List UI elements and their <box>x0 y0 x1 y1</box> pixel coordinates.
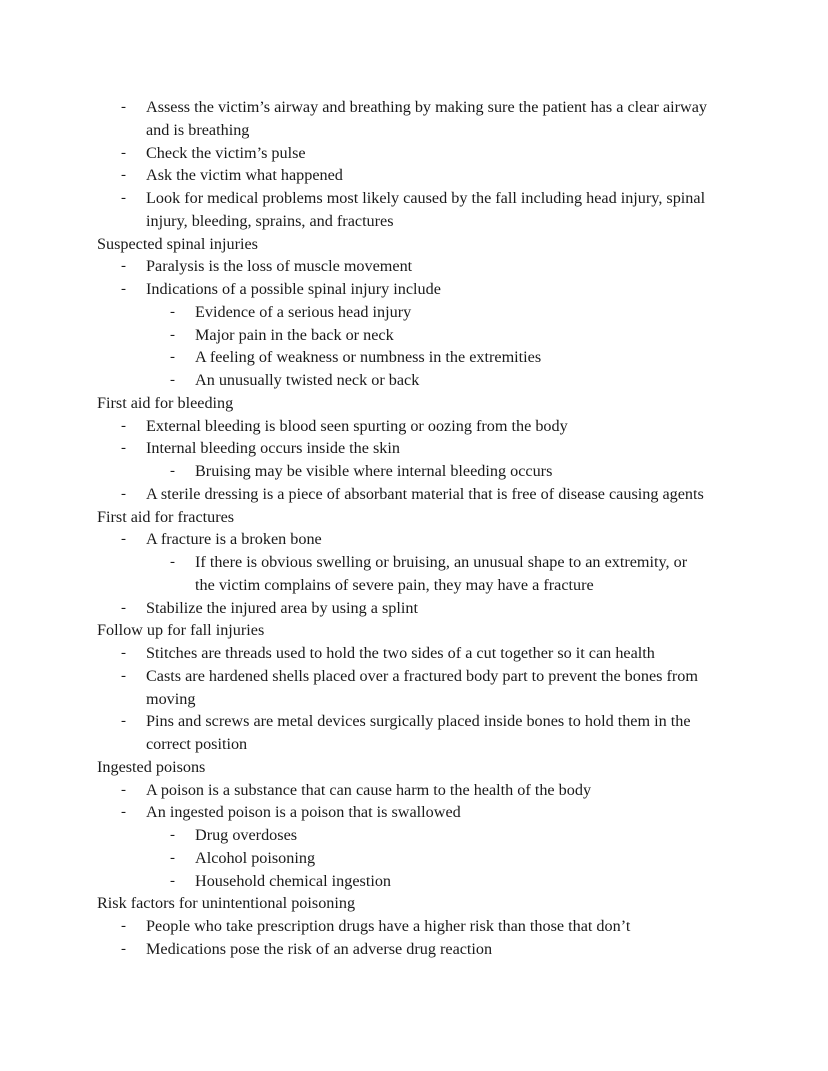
list-item-text: A poison is a substance that can cause harm to the health of the body <box>146 780 592 799</box>
list-item <box>0 597 828 620</box>
dash-bullet-icon: - <box>121 599 126 616</box>
section-heading: Ingested poisons <box>97 757 206 776</box>
list-item <box>0 324 828 347</box>
document-page <box>0 96 828 961</box>
dash-bullet-icon: - <box>121 940 126 957</box>
section-heading: First aid for bleeding <box>97 393 234 412</box>
list-item <box>0 915 828 938</box>
section <box>0 96 828 233</box>
list-item-text: Alcohol poisoning <box>195 848 316 867</box>
list-item-text: Major pain in the back or neck <box>195 325 394 344</box>
list-item-text: Bruising may be visible where internal bleeding occurs <box>195 462 553 480</box>
list-item-continuation <box>0 210 828 233</box>
list-item-text: A feeling of weakness or numbness in the extremities <box>195 348 542 367</box>
list-item <box>0 801 828 824</box>
list-item-text: Look for medical problems most likely caused by the fall including head injury, spinal <box>146 189 706 207</box>
list-item-continuation <box>0 688 828 711</box>
list-item-text: Check the victim’s pulse <box>146 143 306 162</box>
list-item <box>0 779 828 802</box>
list-item <box>0 415 828 438</box>
dash-bullet-icon: - <box>121 99 126 115</box>
list-item <box>0 938 828 961</box>
list-item <box>0 460 828 483</box>
list-item <box>0 142 828 165</box>
list-item <box>0 437 828 460</box>
list-item <box>0 870 828 893</box>
list-item-continuation <box>0 574 828 597</box>
dash-bullet-icon: - <box>121 258 126 275</box>
dash-bullet-icon: - <box>121 440 126 457</box>
list-item-text: Paralysis is the loss of muscle movement <box>146 257 413 276</box>
list-item-text: Assess the victim’s airway and breathing by making sure the patient has a clear airway <box>146 98 707 116</box>
dash-bullet-icon: - <box>121 713 126 730</box>
list-item <box>0 369 828 392</box>
dash-bullet-icon: - <box>170 872 175 889</box>
list-item-text: Internal bleeding occurs inside the skin <box>146 439 400 458</box>
list-item <box>0 96 828 119</box>
list-item-text: A sterile dressing is a piece of absorbant material that is free of disease causing agents <box>146 484 704 503</box>
dash-bullet-icon: - <box>170 827 175 843</box>
dash-bullet-icon: - <box>121 144 126 161</box>
list-item <box>0 187 828 210</box>
dash-bullet-icon: - <box>170 463 175 479</box>
list-item <box>0 642 828 665</box>
section-heading: Risk factors for unintentional poisoning <box>97 894 356 913</box>
list-item-text: Casts are hardened shells placed over a fractured body part to prevent the bones from <box>146 666 698 685</box>
list-item-text: and is breathing <box>146 120 250 139</box>
list-item-text: Household chemical ingestion <box>195 871 392 890</box>
dash-bullet-icon: - <box>170 326 175 343</box>
dash-bullet-icon: - <box>170 554 175 570</box>
section-heading: Suspected spinal injuries <box>97 234 258 253</box>
dash-bullet-icon: - <box>170 303 175 320</box>
list-item <box>0 710 828 733</box>
dash-bullet-icon: - <box>121 781 126 798</box>
dash-bullet-icon: - <box>121 918 126 934</box>
section-heading: First aid for fractures <box>97 507 235 526</box>
list-item-text: injury, bleeding, sprains, and fractures <box>146 211 394 230</box>
list-item <box>0 483 828 506</box>
list-item <box>0 278 828 301</box>
list-item-text: the victim complains of severe pain, they may have a fracture <box>195 575 594 594</box>
list-item <box>0 301 828 324</box>
list-item-continuation <box>0 733 828 756</box>
dash-bullet-icon: - <box>121 667 126 684</box>
list-item <box>0 528 828 551</box>
list-item <box>0 346 828 369</box>
list-item <box>0 847 828 870</box>
dash-bullet-icon: - <box>170 849 175 866</box>
dash-bullet-icon: - <box>170 349 175 366</box>
dash-bullet-icon: - <box>121 167 126 184</box>
dash-bullet-icon: - <box>121 531 126 548</box>
list-item-text: Stitches are threads used to hold the two sides of a cut together so it can health <box>146 644 655 662</box>
dash-bullet-icon: - <box>121 281 126 297</box>
list-item-text: An unusually twisted neck or back <box>195 371 420 389</box>
list-item-text: An ingested poison is a poison that is swallowed <box>146 803 461 822</box>
list-item-text: Stabilize the injured area by using a splint <box>146 598 418 617</box>
section <box>0 506 828 620</box>
dash-bullet-icon: - <box>121 485 126 502</box>
list-item-text: moving <box>146 689 196 708</box>
section <box>0 619 828 756</box>
list-item-text: A fracture is a broken bone <box>146 530 322 549</box>
list-item-text: If there is obvious swelling or bruising, an unusual shape to an extremity, or <box>195 553 688 571</box>
section <box>0 233 828 392</box>
list-item-text: Pins and screws are metal devices surgically placed inside bones to hold them in the <box>146 712 691 731</box>
section-heading: Follow up for fall injuries <box>97 621 265 640</box>
dash-bullet-icon: - <box>121 190 126 206</box>
dash-bullet-icon: - <box>121 645 126 661</box>
dash-bullet-icon: - <box>121 804 126 821</box>
list-item-text: Ask the victim what happened <box>146 166 343 185</box>
section <box>0 756 828 893</box>
list-item <box>0 551 828 574</box>
list-item-text: Evidence of a serious head injury <box>195 302 412 321</box>
list-item <box>0 255 828 278</box>
section <box>0 892 828 960</box>
list-item-text: Medications pose the risk of an adverse drug reaction <box>146 939 493 958</box>
list-item-text: correct position <box>146 735 248 753</box>
list-item <box>0 164 828 187</box>
section <box>0 392 828 506</box>
list-item-text: Indications of a possible spinal injury include <box>146 280 441 298</box>
list-item-text: Drug overdoses <box>195 826 298 844</box>
list-item-text: External bleeding is blood seen spurting or oozing from the body <box>146 416 568 435</box>
list-item <box>0 824 828 847</box>
dash-bullet-icon: - <box>170 372 175 388</box>
dash-bullet-icon: - <box>121 417 126 434</box>
list-item-continuation <box>0 119 828 142</box>
list-item <box>0 665 828 688</box>
list-item-text: People who take prescription drugs have a higher risk than those that don’t <box>146 917 631 935</box>
